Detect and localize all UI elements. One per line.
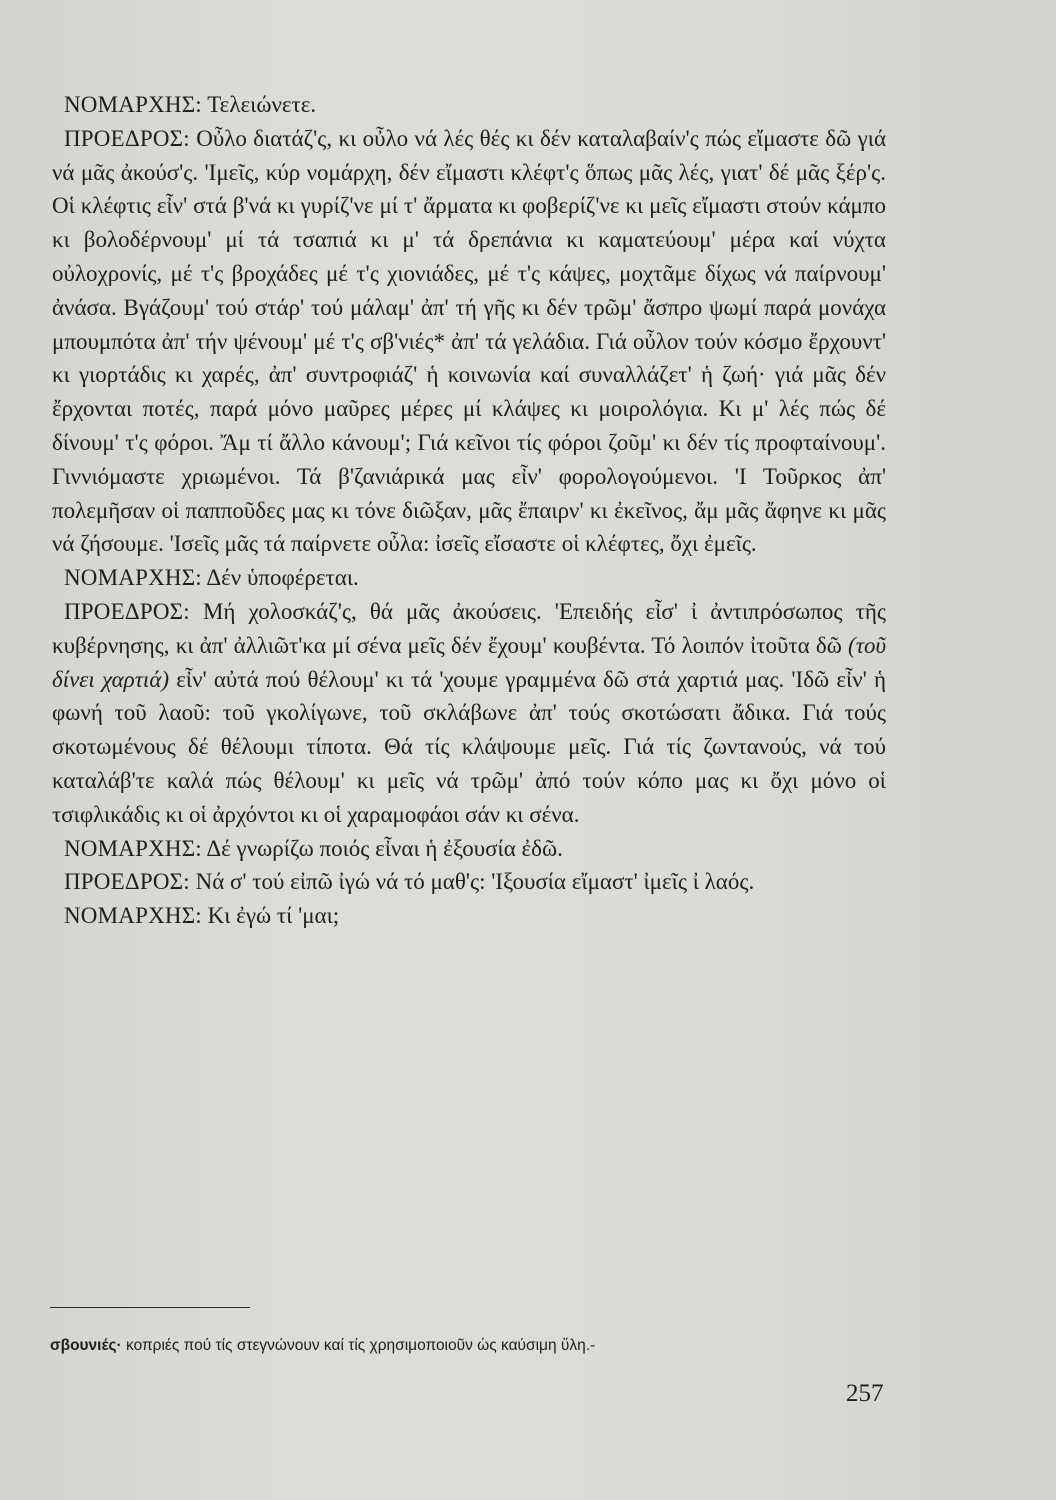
dialogue-paragraph-2 [52,122,886,561]
speaker-name: ΠΡΟΕΔΡΟΣ: [64,125,190,151]
dialogue-paragraph-6 [52,865,886,899]
footnote-term: σβουνιές· [50,1337,122,1354]
speech-text: Νά σ' τού εἰπῶ ἰγώ νά τό μαθ'ς: 'Ιξουσία εἴμαστ' ἰμεῖς ἰ λαός. [189,869,755,895]
page-number: 257 [846,1380,884,1407]
dialogue-paragraph-1 [52,88,886,122]
speaker-name: ΝΟΜΑΡΧΗΣ: [64,92,202,117]
speaker-name: ΠΡΟΕΔΡΟΣ: [64,869,190,895]
footnote-definition: κοπριές πού τίς στεγνώνουν καί τίς χρησιμοποιοῦν ὡς καύσιμη ὕλη.- [121,1337,596,1354]
speaker-name: ΝΟΜΑΡΧΗΣ: [64,903,202,929]
speech-text: Κι ἐγώ τί 'μαι; [201,903,340,929]
speech-text: Μή χολοσκάζ'ς, θά μᾶς ἀκούσεις. 'Επειδής εἶσ' ἰ ἀντιπρόσωπος τῆς κυβέρνησης, κι ἀπ' ἀλλιῶτ'κα μί σένα μεῖς δέν ἔχουμ' κουβέντα. Τό λοιπόν ἰτοῦτα δῶ [52,598,886,658]
dialogue-paragraph-3 [52,561,886,595]
footnote-divider [50,1307,250,1308]
footnote [50,1335,930,1357]
speech-text: Δέν ὑποφέρεται. [201,565,359,591]
dialogue-paragraph-5 [52,832,886,866]
dialogue-text [52,88,886,933]
speaker-name: ΝΟΜΑΡΧΗΣ: [64,565,202,591]
speaker-name: ΝΟΜΑΡΧΗΣ: [64,835,202,861]
speech-text: εἶν' αὐτά πού θέλουμ' κι τά 'χουμε γραμμένα δῶ στά χαρτιά μας. 'Ιδῶ εἶν' ἡ φωνή τοῦ λαοῦ: τοῦ γκολίγωνε, τοῦ σκλάβωνε ἀπ' τούς σκοτώσατι ἄδικα. Γιά τούς σκοτωμένους δέ θέλουμι τίποτα. Θά τίς κλάψουμε μεῖς. Γιά τίς ζωντανούς, νά τού καταλάβ'τε καλά πώς θέλουμ' κι μεῖς νά τρῶμ' ἀπό τούν κόπο μας κι ὄχι μόνο οἱ τσιφλικάδις κι οἱ ἀρχόντοι κι οἱ χαραμοφάοι σάν κι σένα. [52,666,886,827]
stage-direction: (τοῦ δίνει χαρτιά) [52,632,886,692]
speaker-name: ΠΡΟΕΔΡΟΣ: [64,598,190,624]
dialogue-paragraph-7 [52,899,886,933]
speech-text: Τελειώνετε. [201,92,317,117]
dialogue-paragraph-4 [52,595,886,832]
speech-text: Οὖλο διατάζ'ς, κι οὖλο νά λές θές κι δέν καταλαβαίν'ς πώς εἴμαστε δῶ γιά νά μᾶς ἀκούσ'ς. 'Ιμεῖς, κύρ νομάρχη, δέν εἴμαστι κλέφτ'ς ὅπως μᾶς λές, γιατ' δέ μᾶς ξέρ'ς. Οἱ κλέφτις εἶν' στά β'νά κι γυρίζ'νε μί τ' ἄρματα κι φοβερίζ'νε κι μεῖς εἴμαστι στούν κάμπο κι βολοδέρνουμ' μί τά τσαπιά κι μ' τά δρεπάνια κι καματεύουμ' μέρα καί νύχτα οὐλοχρονίς, μέ τ'ς βροχάδες μέ τ'ς χιονιάδες, μέ τ'ς κάψες, μοχτᾶμε δίχως νά παίρνουμ' ἀνάσα. Βγάζουμ' τού στάρ' τού μάλαμ' ἀπ' τή γῆς κι δέν τρῶμ' ἄσπρο ψωμί παρά μονάχα μπουμπότα ἀπ' τήν ψένουμ' μέ τ'ς σβ'νιές* ἀπ' τά γελάδια. Γιά οὖλον τούν κόσμο ἔρχουντ' κι γιορτάδις κι χαρές, ἀπ' συντροφιάζ' ἡ κοινωνία καί συναλλάζετ' ἡ ζωή· γιά μᾶς δέν ἔρχονται ποτές, παρά μόνο μαῦρες μέρες μί κλάψες κι μοιρολόγια. Κι μ' λές πώς δέ δίνουμ' τ'ς φόροι. Ἄμ τί ἄλλο κάνουμ'; Γιά κεῖνοι τίς φόροι ζοῦμ' κι δέν τίς προφταίνουμ'. Γιννιόμαστε χριωμένοι. Τά β'ζανιάρικά μας εἶν' φορολογούμενοι. 'Ι Τοῦρκος ἀπ' πολεμῆσαν οἱ παπποῦδες μας κι τόνε διῶξαν, μᾶς ἔπαιρν' κι ἐκεῖνος, ἄμ μᾶς ἄφηνε κι μᾶς νά ζήσουμε. 'Ισεῖς μᾶς τά παίρνετε οὖλα: ἰσεῖς εἴσαστε οἱ κλέφτες, ὄχι ἐμεῖς. [52,125,886,557]
speech-text: Δέ γνωρίζω ποιός εἶναι ἡ ἐξουσία ἐδῶ. [201,835,563,861]
